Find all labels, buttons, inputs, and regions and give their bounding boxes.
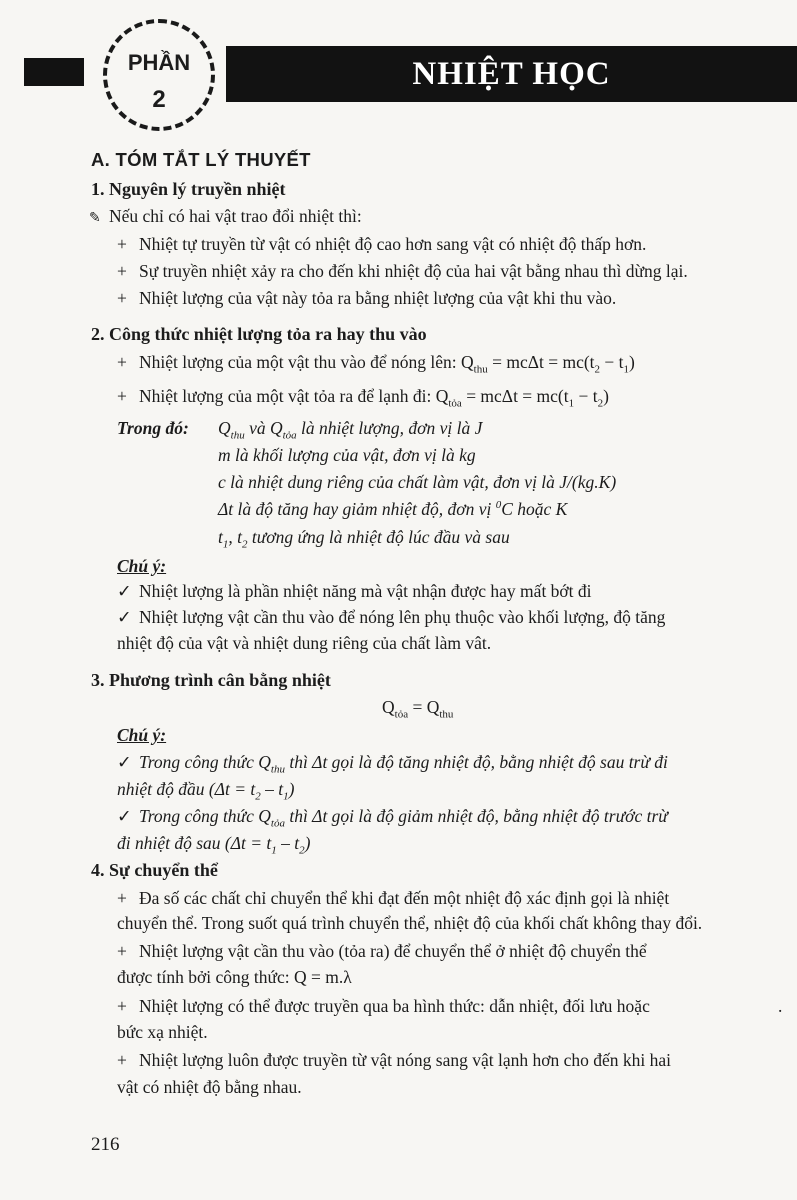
formula-release xyxy=(117,386,609,410)
note-sub: thu xyxy=(270,763,285,776)
heading-3: 3. Phương trình cân bằng nhiệt xyxy=(91,670,331,690)
section-a-heading: A. TÓM TẮT LÝ THUYẾT xyxy=(91,149,311,170)
note-text: – t xyxy=(276,833,300,853)
where-text: và Q xyxy=(244,418,283,438)
check-icon: ✓ xyxy=(117,752,132,772)
list-item xyxy=(117,288,616,309)
plus-bullet: + xyxy=(117,261,127,281)
list-item xyxy=(117,234,646,255)
note-item xyxy=(117,806,668,830)
note-text: thì Δt gọi là độ giảm nhiệt độ, bằng nhiệt độ trước trừ xyxy=(284,806,668,826)
paragraph-line xyxy=(117,1050,671,1071)
plus-bullet: + xyxy=(117,234,127,254)
where-line: c là nhiệt dung riêng của chất làm vật, đơn vị là J/(kg.K) xyxy=(218,472,617,492)
stray-dot: . xyxy=(778,996,783,1016)
where-label: Trong đó: xyxy=(117,418,189,438)
pencil-icon: ✎ xyxy=(89,211,101,226)
formula-sub: thu xyxy=(473,363,488,376)
section-title: NHIỆT HỌC xyxy=(412,56,611,92)
where-sub: tỏa xyxy=(282,429,297,442)
formula-sub: 2 xyxy=(594,363,601,376)
where-text: C hoặc K xyxy=(501,499,568,519)
paragraph-line: bức xạ nhiệt. xyxy=(117,1022,208,1042)
page-number: 216 xyxy=(91,1134,120,1155)
formula-eq: = mcΔt = mc(t xyxy=(487,352,595,372)
formula-text: Nhiệt lượng của một vật tỏa ra để lạnh đi: xyxy=(139,386,436,406)
where-text: tương ứng là nhiệt độ lúc đầu và sau xyxy=(247,527,510,547)
where-line xyxy=(218,499,567,520)
header-bar-left xyxy=(24,58,84,86)
paragraph-line: chuyển thể. Trong suốt quá trình chuyển thể, nhiệt độ của khối chất không thay đổi. xyxy=(117,913,703,933)
note-text: – t xyxy=(260,779,284,799)
eq-text: = Q xyxy=(408,697,440,717)
note-item xyxy=(117,581,592,602)
note-sub: 1 xyxy=(283,790,289,803)
where-text: Q xyxy=(218,418,231,438)
plus-bullet: + xyxy=(117,386,127,406)
note-line xyxy=(117,833,311,857)
where-sub: 2 xyxy=(242,538,248,551)
list-item-text: Sự truyền nhiệt xảy ra cho đến khi nhiệt độ của hai vật bằng nhau thì dừng lại. xyxy=(139,261,688,281)
where-sub: 1 xyxy=(222,538,229,551)
formula-eq: − t xyxy=(574,386,598,406)
note-line xyxy=(117,779,294,803)
formula-q: Q xyxy=(461,352,474,372)
eq-sub: tỏa xyxy=(394,708,409,721)
paragraph-line: vật có nhiệt độ bằng nhau. xyxy=(117,1077,302,1097)
paragraph-text: Nhiệt lượng có thể được truyền qua ba hình thức: dẫn nhiệt, đối lưu hoặc xyxy=(139,996,650,1016)
where-sup: 0 xyxy=(495,499,502,512)
eq-sub: thu xyxy=(439,708,454,721)
note-sub: 2 xyxy=(299,844,305,857)
note-item xyxy=(117,607,665,628)
note-text: Nhiệt lượng là phần nhiệt năng mà vật nhận được hay mất bớt đi xyxy=(139,581,592,601)
part-number: 2 xyxy=(152,86,166,113)
check-icon: ✓ xyxy=(117,806,132,826)
paragraph-line xyxy=(117,996,650,1017)
where-line xyxy=(218,527,510,551)
plus-bullet: + xyxy=(117,996,127,1016)
formula-sub: 1 xyxy=(568,397,575,410)
paragraph-line xyxy=(117,888,669,909)
eq-text: Q xyxy=(382,697,395,717)
check-icon: ✓ xyxy=(117,607,132,627)
where-text: là nhiệt lượng, đơn vị là J xyxy=(296,418,483,438)
plus-bullet: + xyxy=(117,1050,127,1070)
note-item xyxy=(117,752,668,776)
intro-text: Nếu chỉ có hai vật trao đổi nhiệt thì: xyxy=(109,206,362,226)
where-text: t xyxy=(218,527,223,547)
formula-sub: 2 xyxy=(597,397,604,410)
formula-sub: 1 xyxy=(623,363,630,376)
formula-absorb xyxy=(117,352,635,376)
paragraph-line xyxy=(117,941,647,962)
note-sub: 1 xyxy=(271,844,277,857)
list-item xyxy=(117,261,688,282)
formula-eq: − t xyxy=(600,352,624,372)
note-text: Trong công thức Q xyxy=(139,752,271,772)
formula-q: Q xyxy=(435,386,449,406)
note-text: đi nhiệt độ sau (Δt = t xyxy=(117,833,272,853)
paragraph-text: Nhiệt lượng vật cần thu vào (tỏa ra) để chuyển thể ở nhiệt độ chuyển thể xyxy=(139,941,647,961)
plus-bullet: + xyxy=(117,288,127,308)
formula-sub: tỏa xyxy=(448,397,462,410)
balance-equation xyxy=(382,697,453,721)
part-label: PHẦN xyxy=(127,50,191,75)
where-text: , t xyxy=(228,527,242,547)
note-title: Chú ý: xyxy=(117,556,167,576)
where-line: m là khối lượng của vật, đơn vị là kg xyxy=(218,445,476,465)
plus-bullet: + xyxy=(117,352,127,372)
heading-1: 1. Nguyên lý truyền nhiệt xyxy=(91,179,286,199)
paragraph-text: Đa số các chất chỉ chuyển thể khi đạt đến một nhiệt độ xác định gọi là nhiệt xyxy=(139,888,670,908)
heading-2: 2. Công thức nhiệt lượng tỏa ra hay thu vào xyxy=(91,324,427,344)
formula-text: Nhiệt lượng của một vật thu vào để nóng lên: xyxy=(139,352,462,372)
list-item-text: Nhiệt tự truyền từ vật có nhiệt độ cao hơn sang vật có nhiệt độ thấp hơn. xyxy=(139,234,647,254)
paragraph-line: được tính bởi công thức: Q = m.λ xyxy=(117,967,352,987)
note-text: ) xyxy=(304,833,311,853)
formula-eq: ) xyxy=(603,386,609,406)
heading-4: 4. Sự chuyển thể xyxy=(91,860,218,880)
where-line xyxy=(218,418,482,442)
note-text: nhiệt độ đầu (Δt = t xyxy=(117,779,256,799)
note-text: Trong công thức Q xyxy=(139,806,271,826)
list-item-text: Nhiệt lượng của vật này tỏa ra bằng nhiệt lượng của vật khi thu vào. xyxy=(139,288,617,308)
note-text: nhiệt độ của vật và nhiệt dung riêng của chất làm vât. xyxy=(117,633,492,653)
intro-line xyxy=(89,206,362,227)
paragraph-text: Nhiệt lượng luôn được truyền từ vật nóng sang vật lạnh hơn cho đến khi hai xyxy=(139,1050,672,1070)
where-sub: thu xyxy=(230,429,245,442)
note-title: Chú ý: xyxy=(117,725,167,745)
note-sub: 2 xyxy=(255,790,261,803)
formula-eq: = mcΔt = mc(t xyxy=(461,386,569,406)
note-text: ) xyxy=(288,779,295,799)
plus-bullet: + xyxy=(117,888,127,908)
note-text: thì Δt gọi là độ tăng nhiệt độ, bằng nhiệt độ sau trừ đi xyxy=(284,752,668,772)
check-icon: ✓ xyxy=(117,581,132,601)
note-sub: tỏa xyxy=(270,817,285,830)
where-text: Δt là độ tăng hay giảm nhiệt độ, đơn vị xyxy=(218,499,496,519)
plus-bullet: + xyxy=(117,941,127,961)
formula-eq: ) xyxy=(629,352,635,372)
note-text: Nhiệt lượng vật cần thu vào để nóng lên phụ thuộc vào khối lượng, độ tăng xyxy=(139,607,666,627)
